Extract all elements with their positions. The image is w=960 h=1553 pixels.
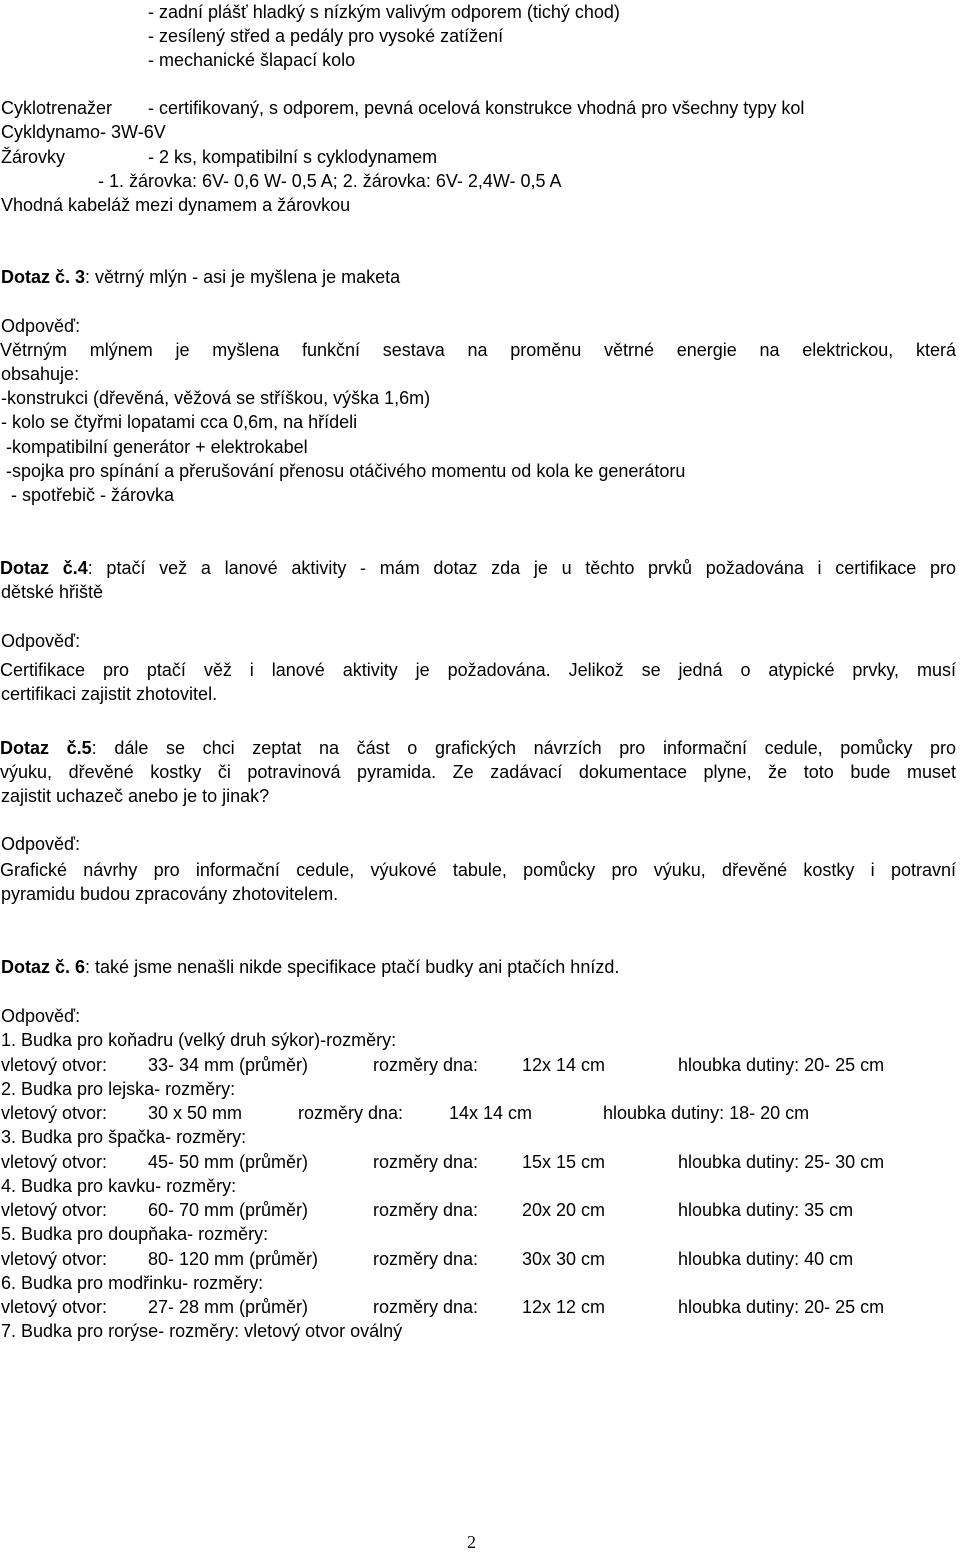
question-text-line: zajistit uchazeč anebo je to jinak? [1, 786, 270, 806]
otvor-value: 30 x 50 mm [148, 1103, 243, 1123]
dna-value: 15x 15 cm [522, 1152, 606, 1172]
question-text: : dále se chci zeptat na část o grafických návrzích pro informační cedule, pomůcky pro [91, 738, 956, 758]
bullet-line: - zadní plášť hladký s nízkým valivým odporem (tichý chod) [148, 2, 620, 22]
list-item: -spojka pro spínání a přerušování přenosu otáčivého momentu od kola ke generátoru [1, 461, 686, 481]
answer-text-line: Větrným mlýnem je myšlena funkční sestava na proměnu větrné energie na elektrickou, která [0, 340, 956, 360]
answer-label: Odpověď: [1, 316, 81, 336]
answer-text-line: pyramidu budou zpracovány zhotovitelem. [1, 884, 339, 904]
budka-title: 2. Budka pro lejska- rozměry: [1, 1079, 236, 1099]
otvor-label: vletový otvor: [1, 1200, 108, 1220]
question-3 [1, 266, 400, 288]
question-number: 4 [77, 558, 88, 578]
budka-title: 6. Budka pro modřinku- rozměry: [1, 1273, 264, 1293]
dna-label: rozměry dna: [373, 1200, 479, 1220]
otvor-label: vletový otvor: [1, 1249, 108, 1269]
otvor-label: vletový otvor: [1, 1055, 108, 1075]
dna-value: 12x 12 cm [522, 1297, 606, 1317]
question-6 [1, 956, 619, 978]
dna-label: rozměry dna: [373, 1055, 479, 1075]
zarovky-label: Žárovky [1, 147, 66, 167]
otvor-value: 27- 28 mm (průměr) [148, 1297, 309, 1317]
dynamo-line: Cykldynamo- 3W-6V [1, 122, 166, 142]
otvor-label: vletový otvor: [1, 1152, 108, 1172]
budka-title: 4. Budka pro kavku- rozměry: [1, 1176, 237, 1196]
list-item: - kolo se čtyřmi lopatami cca 0,6m, na hřídeli [1, 412, 358, 432]
hloubka-value: hloubka dutiny: 40 cm [678, 1249, 854, 1269]
dna-value: 20x 20 cm [522, 1200, 606, 1220]
cyklotrenazer-label: Cyklotrenažer [1, 98, 113, 118]
question-label: Dotaz č. [0, 558, 78, 578]
bullet-line: - zesílený střed a pedály pro vysoké zatížení [148, 26, 504, 46]
list-item: -kompatibilní generátor + elektrokabel [1, 437, 308, 457]
hloubka-value: hloubka dutiny: 20- 25 cm [678, 1297, 885, 1317]
list-item: -konstrukci (dřevěná, věžová se stříškou, výška 1,6m) [1, 388, 431, 408]
answer-text-line: Certifikace pro ptačí věž i lanové aktivity je požadována. Jelikož se jedná o atypické prvky, musí [0, 660, 956, 680]
question-5 [0, 737, 956, 759]
budka-title: 5. Budka pro doupňaka- rozměry: [1, 1224, 269, 1244]
otvor-value: 60- 70 mm (průměr) [148, 1200, 309, 1220]
hloubka-value: hloubka dutiny: 20- 25 cm [678, 1055, 885, 1075]
answer-text-line: Grafické návrhy pro informační cedule, výukové tabule, pomůcky pro výuku, dřevěné kostky i potravní [0, 860, 956, 880]
answer-label: Odpověď: [1, 631, 81, 651]
question-text-line: dětské hřiště [1, 582, 104, 602]
question-label: Dotaz č. [1, 957, 71, 977]
dna-label: rozměry dna: [373, 1249, 479, 1269]
kabelaz-line: Vhodná kabeláž mezi dynamem a žárovkou [1, 195, 351, 215]
otvor-value: 45- 50 mm (průměr) [148, 1152, 309, 1172]
hloubka-value: hloubka dutiny: 25- 30 cm [678, 1152, 885, 1172]
dna-label: rozměry dna: [298, 1103, 404, 1123]
otvor-value: 33- 34 mm (průměr) [148, 1055, 309, 1075]
question-label: Dotaz č. [1, 267, 71, 287]
list-item: - spotřebič - žárovka [1, 485, 175, 505]
budka-title: 7. Budka pro rorýse- rozměry: vletový otvor oválný [1, 1321, 403, 1341]
budka-title: 3. Budka pro špačka- rozměry: [1, 1127, 247, 1147]
dna-value: 12x 14 cm [522, 1055, 606, 1075]
bullet-line: - mechanické šlapací kolo [148, 50, 356, 70]
otvor-label: vletový otvor: [1, 1297, 108, 1317]
question-number: 3 [75, 267, 86, 287]
zarovky-text: - 2 ks, kompatibilní s cyklodynamem [148, 147, 438, 167]
page-number: 2 [467, 1532, 476, 1552]
zarovky-detail: - 1. žárovka: 6V- 0,6 W- 0,5 A; 2. žárovka: 6V- 2,4W- 0,5 A [98, 171, 562, 191]
dna-label: rozměry dna: [373, 1152, 479, 1172]
otvor-label: vletový otvor: [1, 1103, 108, 1123]
question-text: : větrný mlýn - asi je myšlena je maketa [85, 267, 401, 287]
hloubka-value: hloubka dutiny: 18- 20 cm [603, 1103, 810, 1123]
answer-label: Odpověď: [1, 834, 81, 854]
question-number: 6 [75, 957, 86, 977]
answer-text-line: certifikaci zajistit zhotovitel. [1, 684, 218, 704]
question-text-line: výuku, dřevěné kostky či potravinová pyramida. Ze zadávací dokumentace plyne, že toto bude muset [0, 762, 956, 782]
otvor-value: 80- 120 mm (průměr) [148, 1249, 319, 1269]
hloubka-value: hloubka dutiny: 35 cm [678, 1200, 854, 1220]
question-text: : také jsme nenašli nikde specifikace ptačí budky ani ptačích hnízd. [85, 957, 620, 977]
question-4 [0, 557, 956, 579]
answer-text-line: obsahuje: [1, 364, 80, 384]
budka-title: 1. Budka pro koňadru (velký druh sýkor)-rozměry: [1, 1030, 397, 1050]
question-number: 5 [81, 738, 92, 758]
cyklotrenazer-text: - certifikovaný, s odporem, pevná ocelová konstrukce vhodná pro všechny typy kol [148, 98, 805, 118]
question-text: : ptačí vež a lanové aktivity - mám dotaz zda je u těchto prvků požadována i certifikace pro [87, 558, 956, 578]
dna-value: 30x 30 cm [522, 1249, 606, 1269]
dna-label: rozměry dna: [373, 1297, 479, 1317]
question-label: Dotaz č. [0, 738, 82, 758]
answer-label: Odpověď: [1, 1006, 81, 1026]
dna-value: 14x 14 cm [449, 1103, 533, 1123]
